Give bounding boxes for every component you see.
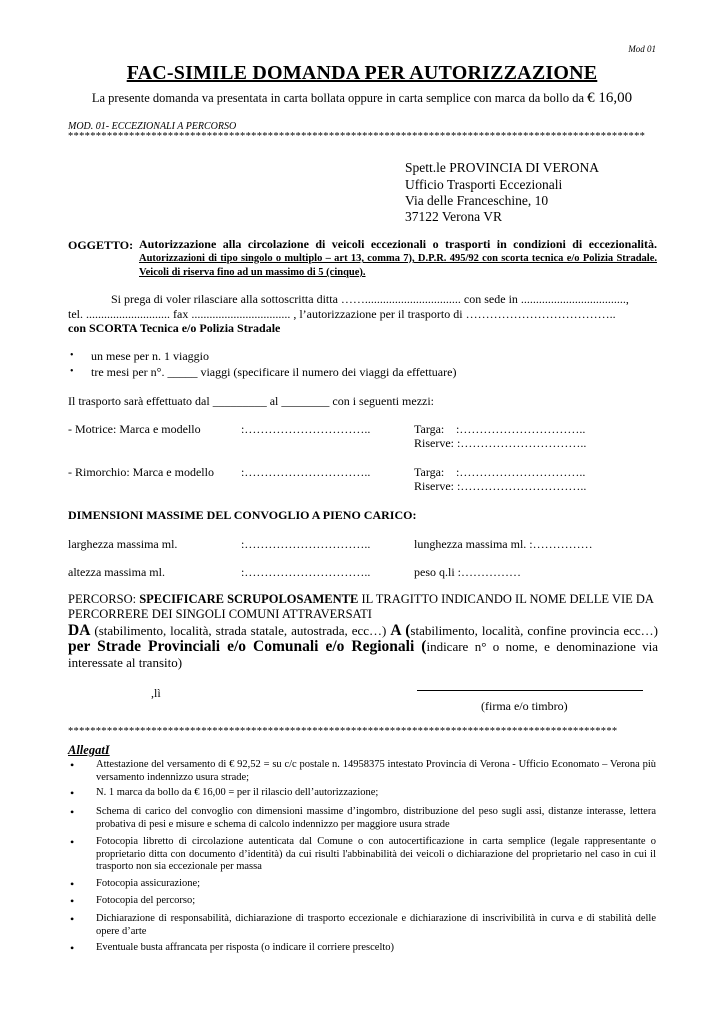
recipient-line-2: Ufficio Trasporti Eccezionali bbox=[405, 177, 563, 192]
oggetto-text bbox=[139, 238, 657, 279]
peso-field: peso q.li :…………… bbox=[414, 565, 521, 579]
option-2: tre mesi per n°. _____ viaggi (specificare il numero dei viaggi da effettuare) bbox=[91, 365, 457, 379]
transport-line: Il trasporto sarà effettuato dal _________ al ________ con i seguenti mezzi: bbox=[68, 394, 435, 408]
recipient-line-1: Spett.le PROVINCIA DI VERONA bbox=[405, 160, 600, 175]
percorso-a-text: stabilimento, località, confine provincia ecc…) bbox=[410, 623, 659, 638]
allegato-item: N. 1 marca da bollo da € 16,00 = per il rilascio dell’autorizzazione; bbox=[96, 787, 379, 798]
bullet-icon: • bbox=[70, 941, 75, 955]
recipient-line-3: Via delle Franceschine, 10 bbox=[405, 193, 549, 208]
motrice-value: :………………………….. bbox=[241, 422, 371, 436]
allegato-item: Schema di carico del convoglio con dimensioni massime d’ingombro, distribuzione del peso sugli assi, distanze interasse, lettera probativa di pesi e misure e schema di calcolo indennizzo per maggiore usura strade bbox=[96, 806, 656, 830]
rimorchio-label: - Rimorchio: Marca e modello bbox=[68, 465, 214, 479]
allegato-item: Attestazione del versamento di € 92,52 = su c/c postale n. 14958375 intestato Provincia di Verona - Ufficio Economato – Verona più versamento indennizzo usura strade; bbox=[96, 759, 656, 783]
oggetto-main: Autorizzazione alla circolazione di veicoli eccezionali o trasporti in condizioni di eccezionalità. bbox=[139, 237, 657, 251]
bullet-icon: • bbox=[70, 350, 74, 361]
place-date: ,lì bbox=[151, 686, 161, 700]
allegato-item: Eventuale busta affrancata per risposta (o indicare il corriere prescelto) bbox=[96, 942, 395, 953]
page-title: FAC-SIMILE DOMANDA PER AUTORIZZAZIONE bbox=[126, 62, 598, 84]
altezza-label: altezza massima ml. bbox=[68, 565, 165, 579]
recipient-line-4: 37122 Verona VR bbox=[405, 209, 502, 224]
request-line-2: tel. ............................ fax ................................. , l’autorizzazione per il trasporto di ……………………………….. bbox=[68, 307, 616, 321]
percorso-line-2: PERCORRERE DEI SINGOLI COMUNI ATTRAVERSATI bbox=[68, 607, 372, 621]
larghezza-value: :………………………….. bbox=[241, 537, 371, 551]
subtitle-text: La presente domanda va presentata in carta bollata oppure in carta semplice con marca da bollo da bbox=[91, 91, 584, 105]
option-1: un mese per n. 1 viaggio bbox=[91, 349, 209, 363]
larghezza-label: larghezza massima ml. bbox=[68, 537, 178, 551]
rimorchio-riserve: Riserve: :………………………….. bbox=[414, 479, 587, 493]
rimorchio-value: :………………………….. bbox=[241, 465, 371, 479]
oggetto-underlined: Autorizzazioni di tipo singolo o multiplo – art 13, comma 7), D.P.R. 495/92 con scorta tecnica e/o Polizia Stradale. Veicoli di riserva fino ad un massimo di 5 (cinque). bbox=[139, 253, 657, 278]
rimorchio-targa-value: :………………………….. bbox=[456, 465, 586, 479]
request-line-1: Si prega di voler rilasciare alla sottoscritta ditta ……................................ con sede in ..................................., bbox=[111, 292, 629, 306]
bullet-icon: • bbox=[70, 786, 75, 800]
motrice-targa-label: Targa: bbox=[414, 422, 445, 436]
motrice-riserve: Riserve: :………………………….. bbox=[414, 436, 587, 450]
request-line-3: con SCORTA Tecnica e/o Polizia Stradale bbox=[68, 321, 281, 335]
mod-number: Mod 01 bbox=[628, 44, 656, 54]
percorso-label: PERCORSO: bbox=[68, 592, 137, 606]
percorso-line-1 bbox=[68, 592, 654, 607]
percorso-da-text: (stabilimento, località, strada statale, autostrada, ecc…) bbox=[94, 623, 387, 638]
lunghezza-field: lunghezza massima ml. :…………… bbox=[414, 537, 593, 551]
mod-label: MOD. 01- ECCEZIONALI A PERCORSO bbox=[68, 121, 237, 132]
percorso-rest: IL TRAGITTO INDICANDO IL NOME DELLE VIE DA bbox=[361, 592, 654, 606]
bullet-icon: • bbox=[70, 894, 75, 908]
rimorchio-targa-label: Targa: bbox=[414, 465, 445, 479]
subtitle-amount: € 16,00 bbox=[587, 90, 633, 106]
dimensions-title: DIMENSIONI MASSIME DEL CONVOGLIO A PIENO CARICO: bbox=[68, 508, 417, 522]
percorso-detail bbox=[68, 623, 658, 671]
bullet-icon: • bbox=[70, 366, 74, 377]
bullet-icon: • bbox=[70, 912, 75, 926]
bullet-icon: • bbox=[70, 758, 75, 772]
allegato-item: Fotocopia assicurazione; bbox=[96, 878, 201, 889]
signature-line bbox=[417, 690, 643, 691]
separator-bottom: *************************************************************************************************** bbox=[68, 726, 618, 737]
percorso-a: A ( bbox=[390, 622, 411, 639]
bullet-icon: • bbox=[70, 877, 75, 891]
motrice-targa-value: :………………………….. bbox=[456, 422, 586, 436]
separator-top: ******************************************************************************************************** bbox=[68, 131, 646, 142]
bullet-icon: • bbox=[70, 805, 75, 819]
altezza-value: :………………………….. bbox=[241, 565, 371, 579]
bullet-icon: • bbox=[70, 835, 75, 849]
percorso-bold: SPECIFICARE SCRUPOLOSAMENTE bbox=[139, 592, 359, 606]
firma-label: (firma e/o timbro) bbox=[481, 699, 568, 713]
percorso-strade-text: indicare n° o nome, e denominazione via interessate al transito) bbox=[68, 639, 658, 670]
oggetto-label: OGGETTO: bbox=[68, 238, 134, 252]
allegato-item: Dichiarazione di responsabilità, dichiarazione di trasporto eccezionale e dichiarazione di inscrivibilità in curva e di stabilità delle opere d’arte bbox=[96, 913, 656, 937]
allegati-title: AllegatI bbox=[68, 743, 110, 757]
allegato-item: Fotocopia libretto di circolazione autenticata dal Comune o con autocertificazione in carta semplice (legale rappresentante o proprietario ditta con documento d’identità) da cui risulti l'abbinabilità dei veicoli o dichiarazione del proprietario nel caso in cui il trasporto non sia eccezionale per massa bbox=[96, 836, 656, 872]
percorso-da: DA bbox=[68, 622, 91, 639]
allegato-item: Fotocopia del percorso; bbox=[96, 895, 196, 906]
motrice-label: - Motrice: Marca e modello bbox=[68, 422, 201, 436]
subtitle bbox=[0, 90, 724, 107]
percorso-strade: per Strade Provinciali e/o Comunali e/o Regionali ( bbox=[68, 638, 427, 655]
